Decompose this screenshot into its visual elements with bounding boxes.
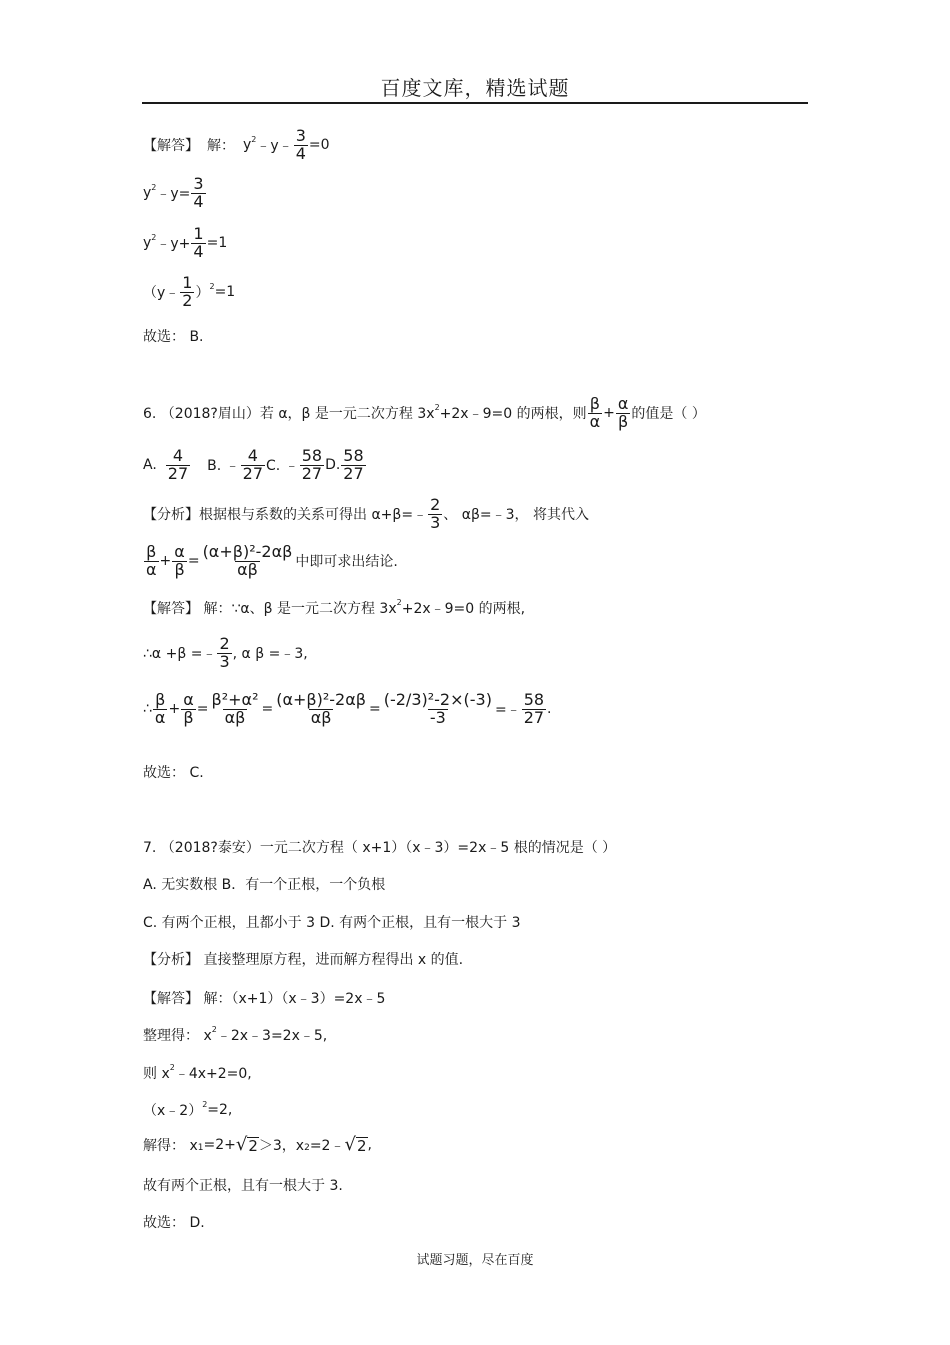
q6-so2-c: . bbox=[547, 701, 552, 718]
q6-so2-f2-den: β bbox=[183, 707, 194, 727]
q6-opt-c-num: 58 bbox=[301, 446, 323, 465]
q6-jieda-b: +2x﹣9=0 的两根, bbox=[401, 601, 526, 617]
s5-l4-sup: 2 bbox=[209, 281, 215, 291]
s5-l3-sup: 2 bbox=[151, 232, 157, 242]
q6-stem-plus: + bbox=[603, 405, 615, 422]
q6-so2-frac-5 bbox=[382, 692, 494, 727]
q6-stem-f2-num: α bbox=[617, 394, 629, 413]
q6-so2-f4-num: (α+β)²-2αβ bbox=[276, 690, 366, 709]
q7-l1-sup: 2 bbox=[211, 1024, 217, 1034]
q6-so2-b: =﹣ bbox=[494, 702, 521, 719]
s5-l3-c: =1 bbox=[206, 235, 228, 252]
q6-so1-b: , α β =﹣3, bbox=[232, 646, 308, 663]
s5-l4-b: ） bbox=[195, 285, 210, 302]
q7-l4-sub1: 1 bbox=[197, 1143, 204, 1153]
q6-fx2-f2-den: β bbox=[174, 559, 185, 579]
q7-stem: 7. （2018?泰安）一元二次方程（ x+1）（x﹣3）=2x﹣5 根的情况是（ ） bbox=[143, 840, 617, 856]
q6-stem-f1-den: α bbox=[589, 411, 601, 431]
s5-l2-sup: 2 bbox=[151, 182, 157, 192]
q7-l1-a: 整理得： x bbox=[143, 1028, 212, 1044]
q7-l1-b: ﹣2x﹣3=2x﹣5, bbox=[216, 1028, 328, 1044]
q6-stem-a: 6. （2018?眉山）若 α，β 是一元二次方程 3x bbox=[143, 406, 435, 423]
s5-l3-num: 1 bbox=[193, 224, 204, 243]
q6-stem-sup: 2 bbox=[434, 402, 440, 412]
s5-line-3 bbox=[143, 226, 227, 261]
q6-so2-eq-1: = bbox=[196, 701, 209, 718]
q7-line-4 bbox=[143, 1135, 372, 1155]
q7-l4-rad1: 2 bbox=[248, 1136, 258, 1155]
s5-l3-b: ﹣y+ bbox=[156, 236, 191, 253]
s5-l2-b: ﹣y= bbox=[156, 186, 191, 203]
q6-so2-f4-den: αβ bbox=[310, 707, 332, 727]
q6-so2-frac-2 bbox=[181, 692, 196, 727]
page-header-title: 百度文库，精选试题 bbox=[380, 76, 570, 100]
q6-so-line-2 bbox=[143, 692, 552, 727]
q7-jieda: 【解答】 解：（x+1）（x﹣3）=2x﹣5 bbox=[143, 991, 386, 1007]
q6-fx2-f1-den: α bbox=[146, 559, 157, 579]
q6-stem-frac-2 bbox=[616, 396, 631, 431]
q6-fx2-tail: 中即可求出结论. bbox=[295, 554, 398, 571]
q6-stem-f2-den: β bbox=[618, 411, 629, 431]
q6-so2-f3-den: αβ bbox=[224, 707, 246, 727]
q7-l4-d: =2﹣ bbox=[309, 1138, 345, 1154]
s5-l3-frac bbox=[191, 226, 205, 261]
q6-so2-f6-den: 27 bbox=[523, 707, 545, 727]
q7-l4-b: =2+ bbox=[203, 1137, 236, 1153]
q6-opt-a-label: A. bbox=[143, 457, 157, 474]
q7-line-1 bbox=[143, 1025, 327, 1045]
q7-l4-sub2: 2 bbox=[304, 1143, 310, 1153]
q6-so2-frac-6 bbox=[522, 692, 546, 727]
q6-so2-f2-num: α bbox=[183, 690, 194, 709]
q6-fx2-f2-num: α bbox=[174, 542, 185, 561]
q6-opt-a-frac bbox=[166, 448, 190, 483]
q7-l3-sup: 2 bbox=[202, 1099, 208, 1109]
q6-opt-d-num: 58 bbox=[343, 446, 364, 465]
q7-options-cd: C. 有两个正根，且都小于 3 D. 有两个正根，且有一根大于 3 bbox=[143, 915, 521, 931]
q6-fx2-plus: + bbox=[159, 553, 172, 570]
header-rule bbox=[142, 102, 808, 104]
q6-so2-plus: + bbox=[168, 701, 181, 718]
q6-stem-c: 的值是（ ） bbox=[631, 406, 706, 423]
s5-l1-sup: 2 bbox=[251, 134, 257, 144]
q7-l3-a: （x﹣2） bbox=[143, 1103, 203, 1119]
s5-l1-num: 3 bbox=[295, 126, 306, 145]
q6-fenxi-frac bbox=[428, 497, 442, 532]
q6-opt-d-label: D. bbox=[325, 457, 341, 474]
q6-so2-f1-den: α bbox=[154, 707, 166, 727]
q6-fenxi-den: 3 bbox=[430, 512, 441, 532]
s5-line-4 bbox=[143, 275, 235, 310]
q6-answer: 故选： C. bbox=[143, 765, 204, 781]
q6-jieda bbox=[143, 598, 525, 618]
s5-l4-frac bbox=[180, 275, 194, 310]
q7-l4-e: , bbox=[367, 1137, 372, 1153]
q6-fenxi-b: 、 αβ=﹣3， 将其代入 bbox=[443, 507, 589, 524]
q7-options-ab: A. 无实数根 B．有一个正根，一个负根 bbox=[143, 877, 386, 893]
q6-so2-a: ∴ bbox=[143, 701, 152, 718]
q6-opt-c-label: C. ﹣ bbox=[266, 458, 299, 475]
q6-opt-b-label: B. ﹣ bbox=[207, 458, 240, 475]
q7-l4-rad2: 2 bbox=[356, 1136, 367, 1155]
s5-l1-c: =0 bbox=[308, 137, 330, 154]
s5-l3-den: 4 bbox=[193, 241, 204, 261]
q7-fenxi: 【分析】 直接整理原方程，进而解方程得出 x 的值. bbox=[143, 952, 464, 968]
s5-l1-a: y bbox=[243, 137, 252, 154]
q6-opt-b-num: 4 bbox=[247, 446, 258, 465]
q6-options bbox=[143, 448, 367, 483]
q7-l2-a: 则 x bbox=[143, 1066, 170, 1082]
page-footer: 试题习题，尽在百度 bbox=[416, 1253, 534, 1268]
q6-so1-den: 3 bbox=[219, 651, 230, 671]
q6-stem bbox=[143, 396, 706, 431]
q6-fenxi-a: 【分析】根据根与系数的关系可得出 α+β=﹣ bbox=[143, 507, 428, 524]
s5-jieda-tag: 【解答】 bbox=[143, 138, 199, 155]
q6-fenxi-line-2 bbox=[143, 544, 398, 579]
s5-jie: 解： bbox=[207, 138, 235, 155]
q6-so2-frac-4 bbox=[274, 692, 368, 727]
q6-stem-b: +2x﹣9=0 的两根，则 bbox=[439, 406, 587, 423]
s5-l2-den: 4 bbox=[193, 191, 204, 211]
s5-l1-den: 4 bbox=[295, 143, 306, 163]
q6-fx2-f3-den: αβ bbox=[237, 559, 258, 579]
q6-fx2-f1-num: β bbox=[146, 542, 157, 561]
q7-l4-a: 解得： x bbox=[143, 1138, 198, 1154]
q6-so1-num: 2 bbox=[219, 634, 230, 653]
q6-stem-f1-num: β bbox=[589, 394, 600, 413]
q6-opt-c-den: 27 bbox=[301, 463, 323, 483]
s5-l4-den: 2 bbox=[182, 290, 193, 310]
q7-conclusion: 故有两个正根，且有一根大于 3. bbox=[143, 1178, 343, 1194]
q7-line-2 bbox=[143, 1063, 252, 1083]
s5-l2-frac bbox=[191, 176, 205, 211]
q6-stem-frac-1 bbox=[588, 396, 603, 431]
q6-fx2-frac-1 bbox=[144, 544, 159, 579]
s5-l3-a: y bbox=[143, 235, 152, 252]
q6-jieda-a: 【解答】 解：∵α、β 是一元二次方程 3x bbox=[143, 601, 397, 617]
q6-opt-c-frac bbox=[300, 448, 324, 483]
q6-fx2-eq: = bbox=[187, 553, 200, 570]
s5-l1-b: ﹣y﹣ bbox=[256, 138, 293, 155]
q7-l4-c: ＞3，x bbox=[258, 1138, 305, 1154]
s5-l2-a: y bbox=[143, 185, 152, 202]
s5-l2-num: 3 bbox=[193, 174, 204, 193]
s5-l4-c: =1 bbox=[214, 284, 236, 301]
q7-l3-b: =2, bbox=[207, 1102, 233, 1118]
q6-so2-f1-num: β bbox=[155, 690, 166, 709]
q6-so2-frac-1 bbox=[153, 692, 168, 727]
q6-opt-b-frac bbox=[241, 448, 265, 483]
q6-fenxi-line-1 bbox=[143, 497, 589, 532]
s5-l1-frac bbox=[294, 128, 308, 163]
q7-answer: 故选： D. bbox=[143, 1215, 205, 1231]
q6-fenxi-num: 2 bbox=[430, 495, 441, 514]
q6-fx2-f3-num: (α+β)²-2αβ bbox=[202, 542, 293, 561]
q6-opt-a-den: 27 bbox=[167, 463, 189, 483]
s5-line-2 bbox=[143, 176, 207, 211]
q6-fx2-frac-2 bbox=[172, 544, 187, 579]
q6-so2-f5-den: -3 bbox=[429, 707, 446, 727]
q7-l2-sup: 2 bbox=[169, 1062, 175, 1072]
s5-l4-a: （y﹣ bbox=[143, 285, 180, 302]
q6-so2-f6-num: 58 bbox=[523, 690, 545, 709]
q6-so2-f3-num: β²+α² bbox=[211, 690, 259, 709]
q7-line-3 bbox=[143, 1100, 232, 1120]
sqrt-icon: √ 2 bbox=[344, 1134, 367, 1155]
q6-so2-frac-3 bbox=[209, 692, 260, 727]
q6-opt-b-den: 27 bbox=[242, 463, 264, 483]
q6-jieda-sup: 2 bbox=[396, 597, 402, 607]
q6-so2-eq-2: = bbox=[261, 701, 274, 718]
q6-so2-eq-3: = bbox=[369, 701, 381, 718]
sqrt-icon: √ 2 bbox=[235, 1134, 258, 1155]
s5-l4-num: 1 bbox=[182, 273, 193, 292]
q6-opt-d-den: 27 bbox=[343, 463, 364, 483]
q6-opt-a-num: 4 bbox=[172, 446, 184, 465]
s5-line-1 bbox=[143, 128, 330, 163]
q6-fx2-frac-3 bbox=[201, 544, 295, 579]
q7-l2-b: ﹣4x+2=0, bbox=[174, 1066, 252, 1082]
q6-so1-a: ∴α +β =﹣ bbox=[143, 646, 217, 663]
s5-answer: 故选： B. bbox=[143, 329, 204, 345]
q6-opt-d-frac bbox=[341, 448, 365, 483]
q6-so2-f5-num: (-2/3)²-2×(-3) bbox=[383, 690, 492, 709]
q6-so1-frac bbox=[217, 636, 231, 671]
q6-so-line-1 bbox=[143, 636, 308, 671]
